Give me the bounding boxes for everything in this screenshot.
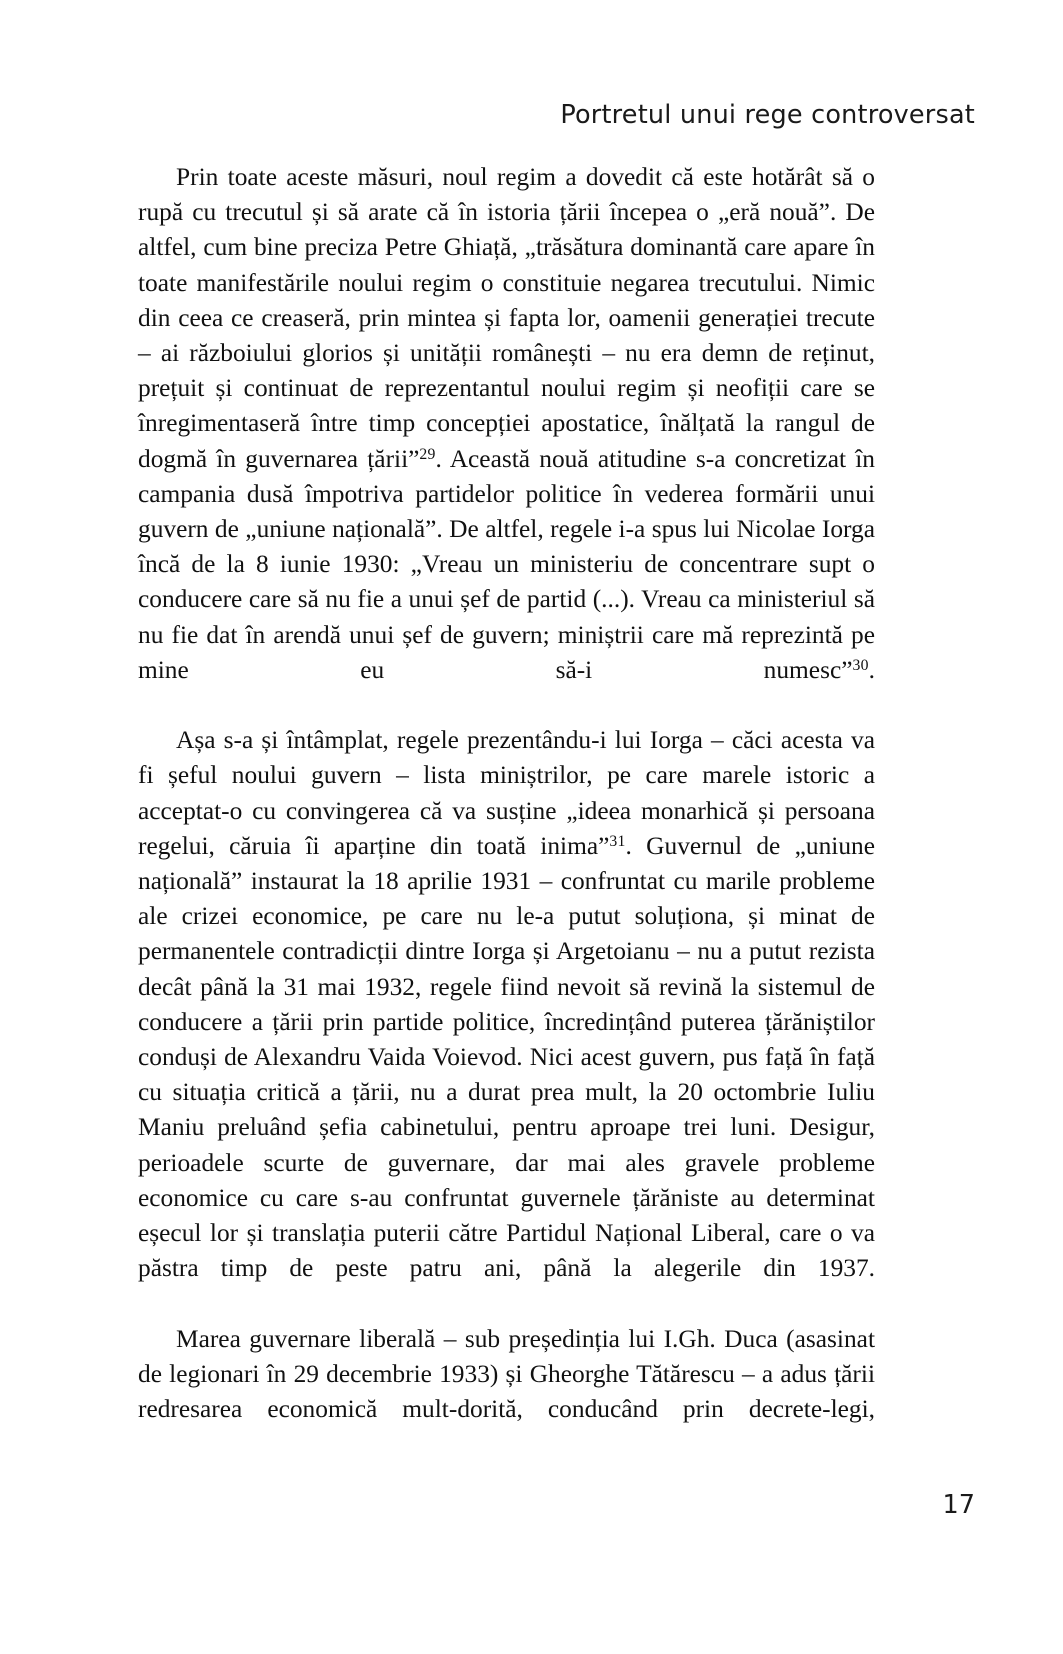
para-2: Așa s-a și întâmplat, regele prezentându-i lui Iorga – căci acesta va fi șeful noului guvern – lista miniștrilor, pe care marele istoric a acceptat-o cu convingerea că va susține „ideea monarhică și persoana regelui, căruia îi aparține din toată inima”$^{31}$. Guvernul de „uniune națională” instaurat la 18 aprilie 1931 – confruntat cu marile probleme ale crizei economice, pe care nu le-a putut soluționa, și minat de permanentele contradicții dintre Iorga și Argetoianu – nu a putut rezista decât până la 31 mai 1932, regele fiind nevoit să revină la sistemul de conducere a țării prin partide politice, încredințând puterea țărăniștilor conduși de Alexandru Vaida Voievod. Nici acest guvern, pus față în față cu situația critică a țării, nu a durat prea mult, la 20 octombrie Iuliu Maniu preluând șefia cabinetului, pentru aproape trei luni. Desigur, perioadele scurte de guvernare, dar mai ales gravele probleme economice cu care s-au confruntat guvernele țărăniste au determinat eșecul lor și translația puterii către Partidul Național Liberal, care o va păstra timp de peste patru ani, până la alegerile din 1937. — [138, 726, 875, 1283]
footnote-marker[interactable]: 29 — [419, 445, 436, 463]
footnote-marker[interactable]: 30 — [852, 656, 869, 674]
body-text — [138, 160, 875, 1463]
running-header: Portretul unui rege controversat — [560, 100, 975, 130]
para-1: Prin toate aceste măsuri, noul regim a dovedit că este hotărât să o rupă cu trecutul și să arate că în istoria țării începea o „eră nouă”. De altfel, cum bine preciza Petre Ghiață, „trăsătura dominantă care apare în toate manifestările noului regim o constituie negarea trecutului. Nimic din ceea ce creaseră, prin mintea și fapta lor, oamenii generației trecute – ai războiului glorios și unității românești – nu era demn de reținut, prețuit și continuat de reprezentantul noului regim și neofiții care se înregimentaseră între timp concepției apostatice, înălțată la rangul de dogmă în guvernarea țării”$^{29}$. Această nouă atitudine s-a concretizat în campania dusă împotriva partidelor politice în vederea formării unui guvern de „uniune națională”. De altfel, regele i-a spus lui Nicolae Iorga încă de la 8 iunie 1930: „Vreau un ministeriu de concentrare supt o conducere care să nu fie a unui șef de partid (...). Vreau ca ministeriul să nu fie dat în arendă unui șef de guvern; miniștrii care mă reprezintă pe mine eu să-i numesc”$^{30}$. — [138, 163, 875, 684]
page-number: 17 — [942, 1489, 975, 1520]
para-3: Marea guvernare liberală – sub președinția lui I.Gh. Duca (asasinat de legionari în 29 decembrie 1933) și Gheorghe Tătărescu – a adus țării redresarea economică mult-dorită, conducând prin decrete-legi, — [138, 1324, 875, 1424]
footnote-marker[interactable]: 31 — [609, 832, 626, 850]
